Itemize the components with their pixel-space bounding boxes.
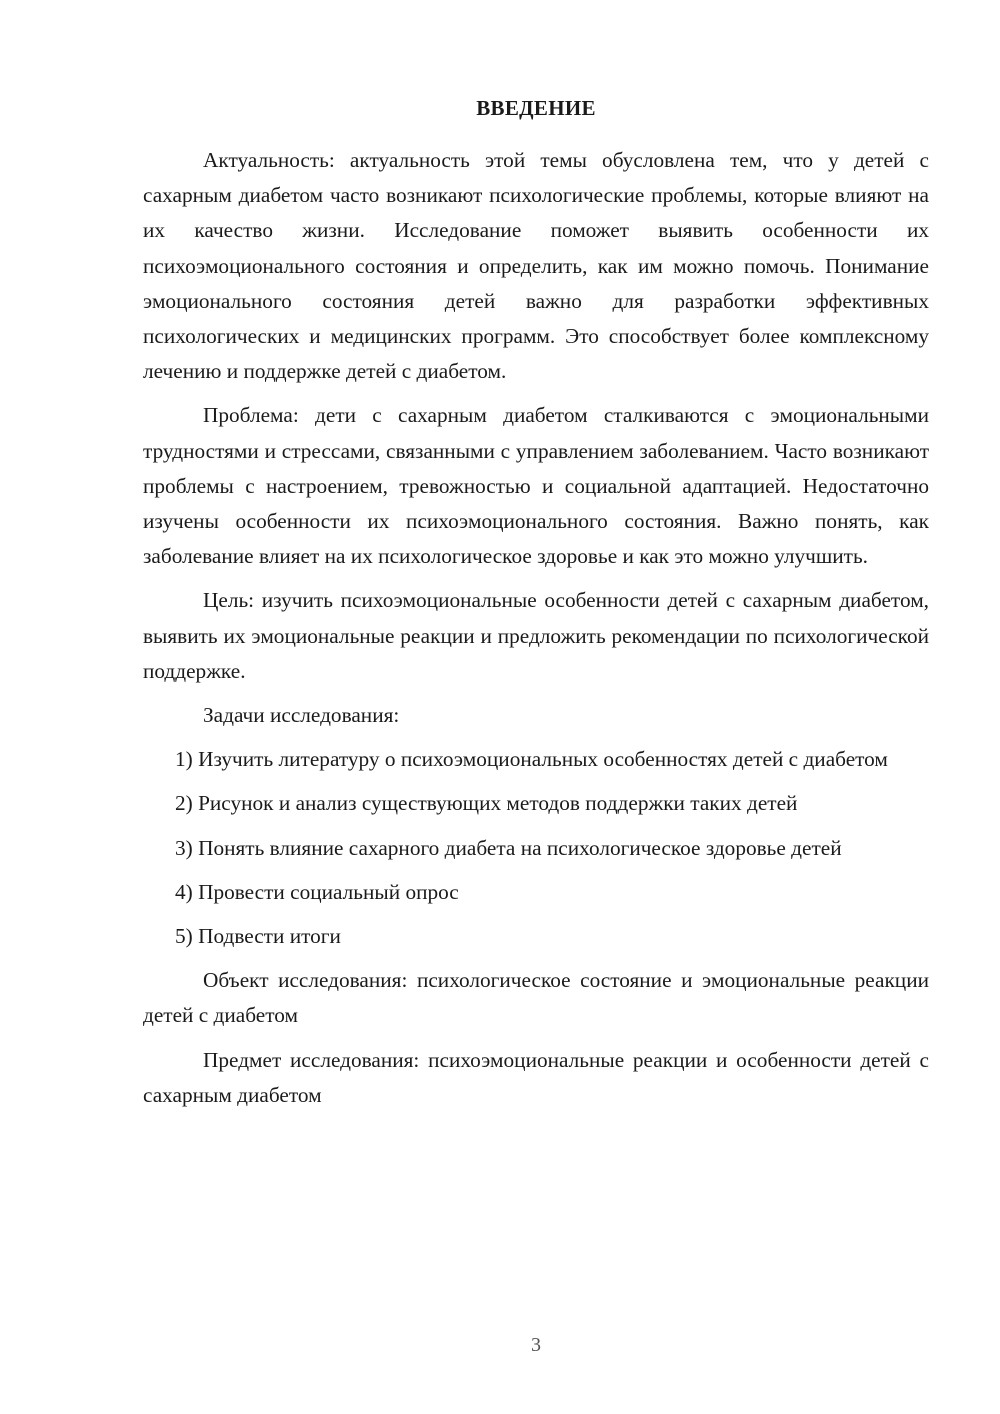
task-item-2: 2) Рисунок и анализ существующих методов поддержки таких детей (175, 791, 798, 816)
page-number: 3 (531, 1334, 541, 1356)
paragraph-problem: Проблема: дети с сахарным диабетом сталкиваются с эмоциональными трудностями и стрессами, связанными с управлением заболеванием. Часто возникают проблемы с настроением, тревожностью и социальной адаптацией. Недостаточно изучены особенности их психоэмоционального состояния. Важно понять, как заболевание влияет на их психологическое здоровье и как это можно улучшить. (143, 403, 929, 569)
task-item-4: 4) Провести социальный опрос (175, 879, 459, 904)
paragraph-goal: Цель: изучить психоэмоциональные особенности детей с сахарным диабетом, выявить их эмоциональные реакции и предложить рекомендации по психологической поддержке. (143, 588, 929, 683)
paragraph-tasks-title: Задачи исследования: (203, 703, 400, 728)
paragraph-subject: Предмет исследования: психоэмоциональные реакции и особенности детей с сахарным диабетом (143, 1047, 929, 1107)
body-text (143, 143, 929, 1122)
task-item-5: 5) Подвести итоги (175, 924, 341, 949)
section-heading: ВВЕДЕНИЕ (476, 96, 596, 120)
paragraph-object: Объект исследования: психологическое состояние и эмоциональные реакции детей с диабетом (143, 968, 929, 1028)
task-item-1: 1) Изучить литературу о психоэмоциональных особенностях детей с диабетом (175, 747, 888, 772)
task-item-3: 3) Понять влияние сахарного диабета на психологическое здоровье детей (175, 835, 842, 860)
paragraph-relevance: Актуальность: актуальность этой темы обусловлена тем, что у детей с сахарным диабетом часто возникают психологические проблемы, которые влияют на их качество жизни. Исследование поможет выявить особенности их психоэмоционального состояния и определить, как им можно помочь. Понимание эмоционального состояния детей важно для разработки эффективных психологических и медицинских программ. Это способствует более комплексному лечению и поддержке детей с диабетом. (143, 148, 929, 384)
